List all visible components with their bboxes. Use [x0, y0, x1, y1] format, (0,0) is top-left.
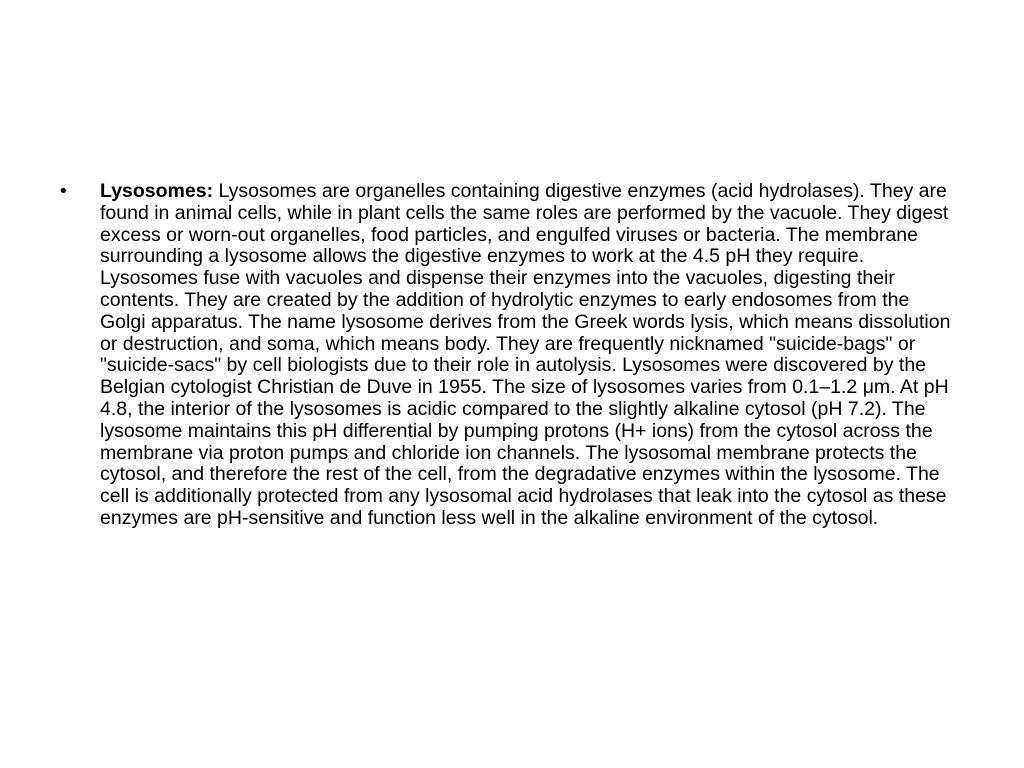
bullet-item-lysosomes [60, 181, 960, 530]
bullet-paragraph [100, 181, 960, 530]
bullet-body-text: Lysosomes are organelles containing digestive enzymes (acid hydrolases). They are found in animal cells, while in plant cells the same roles are performed by the vacuole. They digest excess or worn-out organelles, food particles, and engulfed viruses or bacteria. The membrane surrounding a lysosome allows the digestive enzymes to work at the 4.5 pH they require. Lysosomes fuse with vacuoles and dispense their enzymes into the vacuoles, digesting their contents. They are created by the addition of hydrolytic enzymes to early endosomes from the Golgi apparatus. The name lysosome derives from the Greek words lysis, which means dissolution or destruction, and soma, which means body. They are frequently nicknamed "suicide-bags" or "suicide-sacs" by cell biologists due to their role in autolysis. Lysosomes were discovered by the Belgian cytologist Christian de Duve in 1955. The size of lysosomes varies from 0.1–1.2 μm. At pH 4.8, the interior of the lysosomes is acidic compared to the slightly alkaline cytosol (pH 7.2). The lysosome maintains this pH differential by pumping protons (H+ ions) from the cytosol across the membrane via proton pumps and chloride ion channels. The lysosomal membrane protects the cytosol, and therefore the rest of the cell, from the degradative enzymes within the lysosome. The cell is additionally protected from any lysosomal acid hydrolases that leak into the cytosol as these enzymes are pH-sensitive and function less well in the alkaline environment of the cytosol. [100, 180, 951, 529]
bullet-marker: • [60, 181, 67, 202]
bullet-term: Lysosomes: [100, 180, 214, 202]
